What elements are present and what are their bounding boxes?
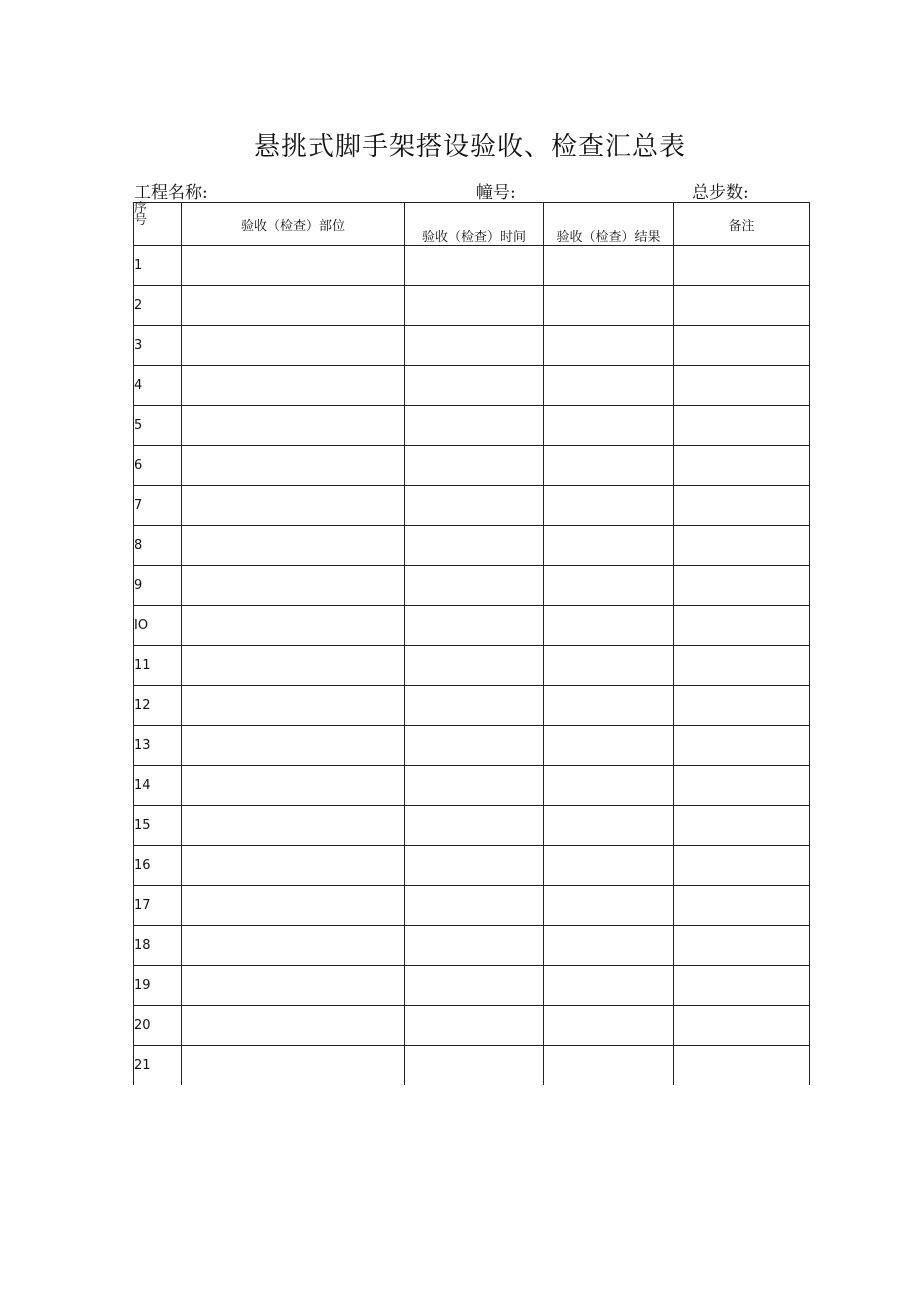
serial-number-cell: 4 <box>134 366 182 406</box>
remarks-cell[interactable] <box>674 326 810 366</box>
inspection-time-cell[interactable] <box>405 326 544 366</box>
remarks-cell[interactable] <box>674 486 810 526</box>
serial-number-cell: 16 <box>134 846 182 886</box>
header-inspection-part: 验收（检查）部位 <box>182 203 405 246</box>
inspection-time-cell[interactable] <box>405 366 544 406</box>
table-body <box>134 246 810 1086</box>
serial-number-cell: 14 <box>134 766 182 806</box>
inspection-part-cell[interactable] <box>182 686 405 726</box>
inspection-time-cell[interactable] <box>405 1006 544 1046</box>
inspection-result-cell[interactable] <box>544 406 674 446</box>
inspection-result-cell[interactable] <box>544 886 674 926</box>
serial-number-cell: 12 <box>134 686 182 726</box>
table-row <box>134 526 810 566</box>
inspection-result-cell[interactable] <box>544 846 674 886</box>
table-row <box>134 966 810 1006</box>
building-number-label: 幢号: <box>476 183 516 203</box>
inspection-part-cell[interactable] <box>182 766 405 806</box>
inspection-part-cell[interactable] <box>182 1006 405 1046</box>
serial-number-cell: 17 <box>134 886 182 926</box>
inspection-part-cell[interactable] <box>182 526 405 566</box>
inspection-time-cell[interactable] <box>405 926 544 966</box>
remarks-cell[interactable] <box>674 526 810 566</box>
inspection-result-cell[interactable] <box>544 446 674 486</box>
remarks-cell[interactable] <box>674 686 810 726</box>
inspection-time-cell[interactable] <box>405 726 544 766</box>
table-row <box>134 366 810 406</box>
table-row <box>134 886 810 926</box>
document-title: 悬挑式脚手架搭设验收、检查汇总表 <box>253 132 686 162</box>
header-serial-number: 序号 <box>134 203 182 246</box>
remarks-cell[interactable] <box>674 766 810 806</box>
inspection-time-cell[interactable] <box>405 526 544 566</box>
inspection-part-cell[interactable] <box>182 726 405 766</box>
inspection-result-cell[interactable] <box>544 766 674 806</box>
serial-number-cell: 6 <box>134 446 182 486</box>
table-row <box>134 566 810 606</box>
inspection-part-cell[interactable] <box>182 646 405 686</box>
header-inspection-time: 验收（检查）时间 <box>405 203 544 246</box>
inspection-result-cell[interactable] <box>544 606 674 646</box>
inspection-time-cell[interactable] <box>405 406 544 446</box>
inspection-time-cell[interactable] <box>405 886 544 926</box>
inspection-part-cell[interactable] <box>182 846 405 886</box>
table-row <box>134 646 810 686</box>
inspection-part-cell[interactable] <box>182 246 405 286</box>
table-row <box>134 1006 810 1046</box>
inspection-part-cell[interactable] <box>182 566 405 606</box>
inspection-result-cell[interactable] <box>544 526 674 566</box>
inspection-time-cell[interactable] <box>405 446 544 486</box>
serial-number-cell: 1 <box>134 246 182 286</box>
serial-number-cell: 11 <box>134 646 182 686</box>
serial-number-cell: 7 <box>134 486 182 526</box>
inspection-part-cell[interactable] <box>182 286 405 326</box>
inspection-part-cell[interactable] <box>182 926 405 966</box>
remarks-cell[interactable] <box>674 366 810 406</box>
inspection-time-cell[interactable] <box>405 846 544 886</box>
inspection-result-cell[interactable] <box>544 566 674 606</box>
inspection-time-cell[interactable] <box>405 246 544 286</box>
inspection-part-cell[interactable] <box>182 966 405 1006</box>
inspection-result-cell[interactable] <box>544 1046 674 1086</box>
inspection-result-cell[interactable] <box>544 726 674 766</box>
remarks-cell[interactable] <box>674 846 810 886</box>
remarks-cell[interactable] <box>674 966 810 1006</box>
remarks-cell[interactable] <box>674 926 810 966</box>
table-row <box>134 1046 810 1086</box>
inspection-time-cell[interactable] <box>405 966 544 1006</box>
table-row <box>134 806 810 846</box>
serial-number-cell: 9 <box>134 566 182 606</box>
serial-number-cell: 13 <box>134 726 182 766</box>
remarks-cell[interactable] <box>674 246 810 286</box>
table-row <box>134 686 810 726</box>
table-row <box>134 406 810 446</box>
serial-number-cell: 2 <box>134 286 182 326</box>
inspection-part-cell[interactable] <box>182 886 405 926</box>
inspection-part-cell[interactable] <box>182 486 405 526</box>
inspection-part-cell[interactable] <box>182 326 405 366</box>
inspection-part-cell[interactable] <box>182 406 405 446</box>
serial-number-cell: 19 <box>134 966 182 1006</box>
inspection-time-cell[interactable] <box>405 486 544 526</box>
inspection-time-cell[interactable] <box>405 686 544 726</box>
remarks-cell[interactable] <box>674 1006 810 1046</box>
remarks-cell[interactable] <box>674 646 810 686</box>
table-row <box>134 286 810 326</box>
inspection-result-cell[interactable] <box>544 286 674 326</box>
table-row <box>134 246 810 286</box>
table-header-row <box>134 203 810 246</box>
inspection-time-cell[interactable] <box>405 806 544 846</box>
remarks-cell[interactable] <box>674 286 810 326</box>
serial-number-cell: 20 <box>134 1006 182 1046</box>
table-row <box>134 486 810 526</box>
inspection-result-cell[interactable] <box>544 966 674 1006</box>
remarks-cell[interactable] <box>674 406 810 446</box>
serial-number-cell: 8 <box>134 526 182 566</box>
inspection-time-cell[interactable] <box>405 646 544 686</box>
header-inspection-result: 验收（检查）结果 <box>544 203 674 246</box>
inspection-summary-table <box>133 202 810 1085</box>
remarks-cell[interactable] <box>674 566 810 606</box>
inspection-time-cell[interactable] <box>405 566 544 606</box>
table-row <box>134 926 810 966</box>
remarks-cell[interactable] <box>674 726 810 766</box>
inspection-time-cell[interactable] <box>405 606 544 646</box>
inspection-result-cell[interactable] <box>544 926 674 966</box>
inspection-part-cell[interactable] <box>182 366 405 406</box>
inspection-time-cell[interactable] <box>405 1046 544 1086</box>
inspection-time-cell[interactable] <box>405 286 544 326</box>
inspection-part-cell[interactable] <box>182 1046 405 1086</box>
remarks-cell[interactable] <box>674 446 810 486</box>
project-name-label: 工程名称: <box>134 183 208 203</box>
table-row <box>134 326 810 366</box>
remarks-cell[interactable] <box>674 806 810 846</box>
serial-number-cell: 15 <box>134 806 182 846</box>
serial-number-cell: 3 <box>134 326 182 366</box>
inspection-time-cell[interactable] <box>405 766 544 806</box>
serial-number-cell: 5 <box>134 406 182 446</box>
remarks-cell[interactable] <box>674 1046 810 1086</box>
table-row <box>134 846 810 886</box>
inspection-result-cell[interactable] <box>544 1006 674 1046</box>
inspection-result-cell[interactable] <box>544 646 674 686</box>
inspection-result-cell[interactable] <box>544 246 674 286</box>
serial-number-cell: 18 <box>134 926 182 966</box>
inspection-result-cell[interactable] <box>544 326 674 366</box>
remarks-cell[interactable] <box>674 606 810 646</box>
table-row <box>134 766 810 806</box>
header-remarks: 备注 <box>674 203 810 246</box>
inspection-part-cell[interactable] <box>182 806 405 846</box>
table-row <box>134 606 810 646</box>
serial-number-cell: IO <box>134 606 182 646</box>
remarks-cell[interactable] <box>674 886 810 926</box>
inspection-result-cell[interactable] <box>544 366 674 406</box>
inspection-result-cell[interactable] <box>544 686 674 726</box>
table-row <box>134 446 810 486</box>
table-row <box>134 726 810 766</box>
inspection-part-cell[interactable] <box>182 606 405 646</box>
total-steps-label: 总步数: <box>692 183 749 203</box>
inspection-result-cell[interactable] <box>544 486 674 526</box>
inspection-part-cell[interactable] <box>182 446 405 486</box>
serial-number-cell: 21 <box>134 1046 182 1086</box>
inspection-result-cell[interactable] <box>544 806 674 846</box>
